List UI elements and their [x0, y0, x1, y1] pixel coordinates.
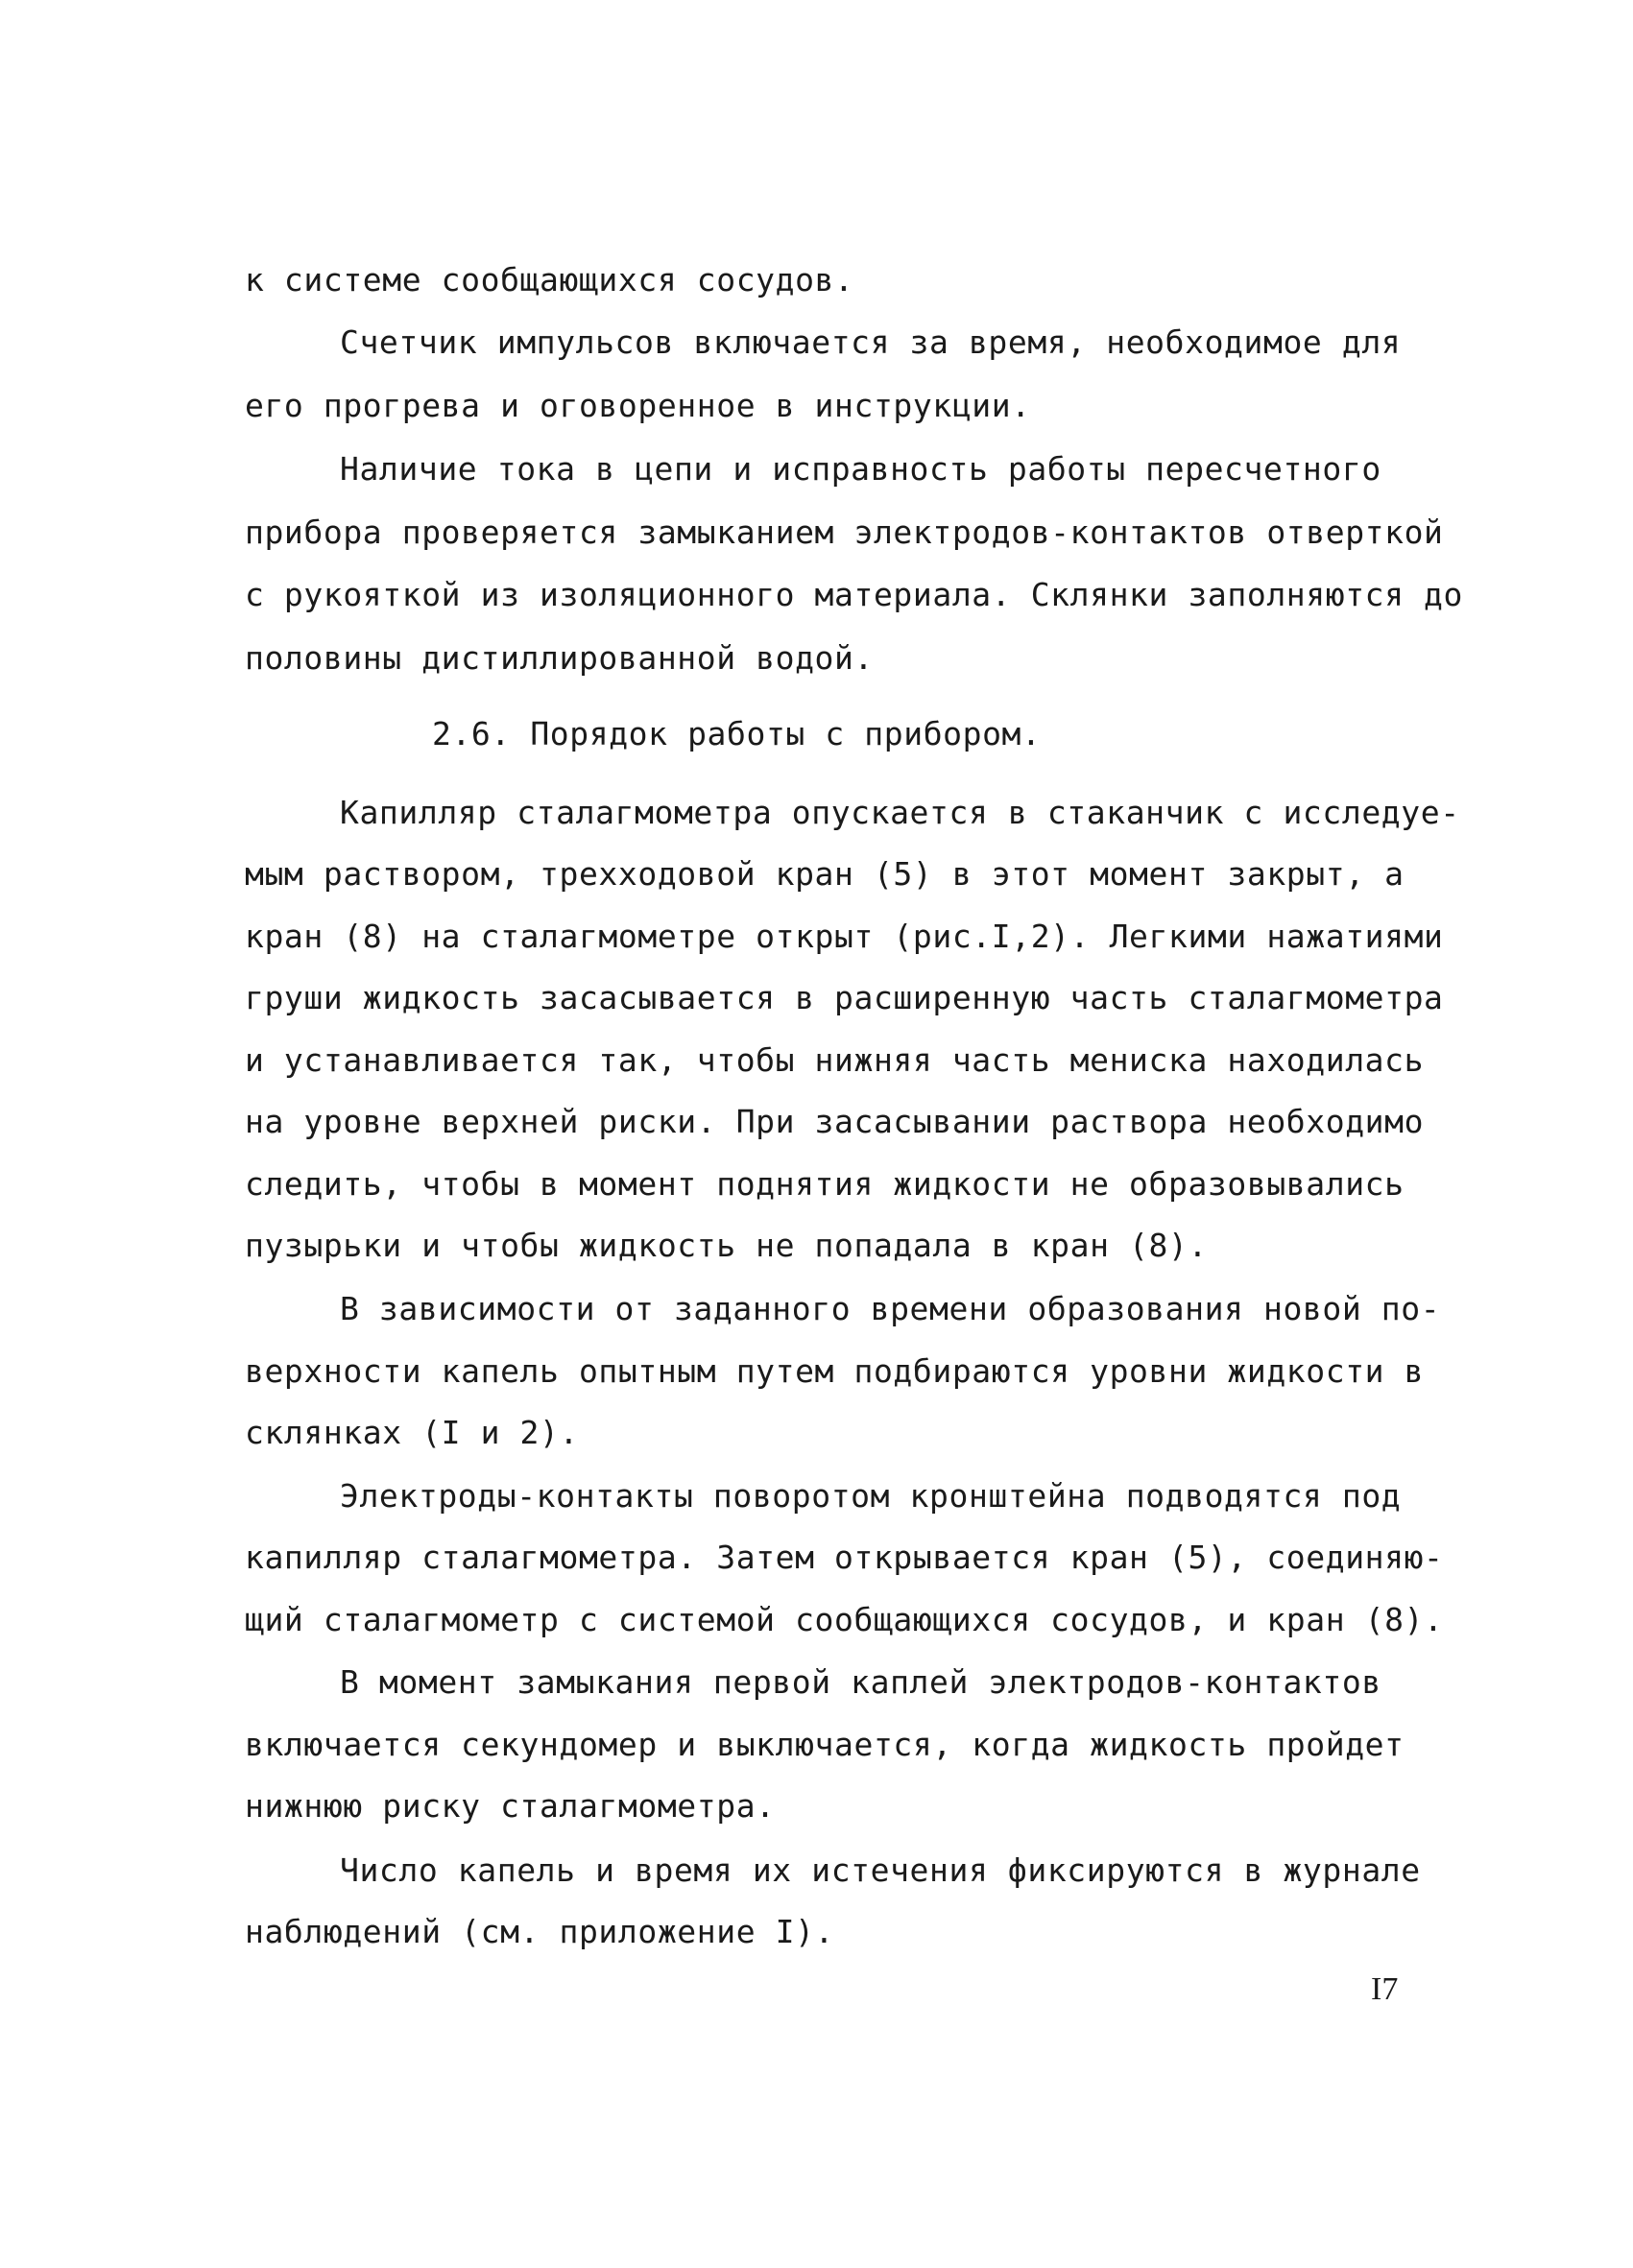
text-line: и устанавливается так, чтобы нижняя часть мениска находилась: [245, 1041, 1425, 1079]
text-line: на уровне верхней риски. При засасывании раствора необходимо: [245, 1103, 1425, 1140]
text-line: капилляр сталагмометра. Затем открывается кран (5), соединяю-: [245, 1539, 1444, 1576]
text-line: Число капель и время их истечения фиксируются в журнале: [340, 1851, 1421, 1889]
text-line: с рукояткой из изоляционного материала. Склянки заполняются до: [245, 576, 1463, 613]
text-line: наблюдений (см. приложение I).: [245, 1913, 835, 1950]
page-number: I7: [1371, 1971, 1399, 2007]
text-line: половины дистиллированной водой.: [245, 639, 874, 677]
text-line: к системе сообщающихся сосудов.: [245, 261, 854, 298]
text-line: Электроды-контакты поворотом кронштейна подводятся под: [340, 1477, 1402, 1515]
text-line: пузырьки и чтобы жидкость не попадала в кран (8).: [245, 1227, 1208, 1264]
section-heading: 2.6. Порядок работы с прибором.: [432, 715, 1042, 752]
text-line: включается секундомер и выключается, когда жидкость пройдет: [245, 1726, 1405, 1763]
text-line: груши жидкость засасывается в расширенную часть сталагмометра: [245, 979, 1444, 1016]
text-line: нижнюю риску сталагмометра.: [245, 1787, 776, 1825]
text-line: прибора проверяется замыканием электродов-контактов отверткой: [245, 513, 1444, 551]
text-line: склянках (I и 2).: [245, 1414, 579, 1451]
text-line: Капилляр сталагмометра опускается в стаканчик с исследуе-: [340, 794, 1460, 831]
text-line: следить, чтобы в момент поднятия жидкости не образовывались: [245, 1165, 1405, 1203]
text-line: Счетчик импульсов включается за время, необходимое для: [340, 323, 1402, 361]
text-line: В момент замыкания первой каплей электродов-контактов: [340, 1663, 1381, 1701]
text-line: его прогрева и оговоренное в инструкции.: [245, 387, 1031, 424]
text-line: верхности капель опытным путем подбираются уровни жидкости в: [245, 1352, 1425, 1390]
text-line: мым раствором, трехходовой кран (5) в этот момент закрыт, а: [245, 855, 1405, 893]
text-line: В зависимости от заданного времени образования новой по-: [340, 1290, 1441, 1327]
text-line: щий сталагмометр с системой сообщающихся сосудов, и кран (8).: [245, 1601, 1444, 1638]
text-line: Наличие тока в цепи и исправность работы пересчетного: [340, 450, 1381, 488]
text-line: кран (8) на сталагмометре открыт (рис.I,2). Легкими нажатиями: [245, 918, 1444, 955]
